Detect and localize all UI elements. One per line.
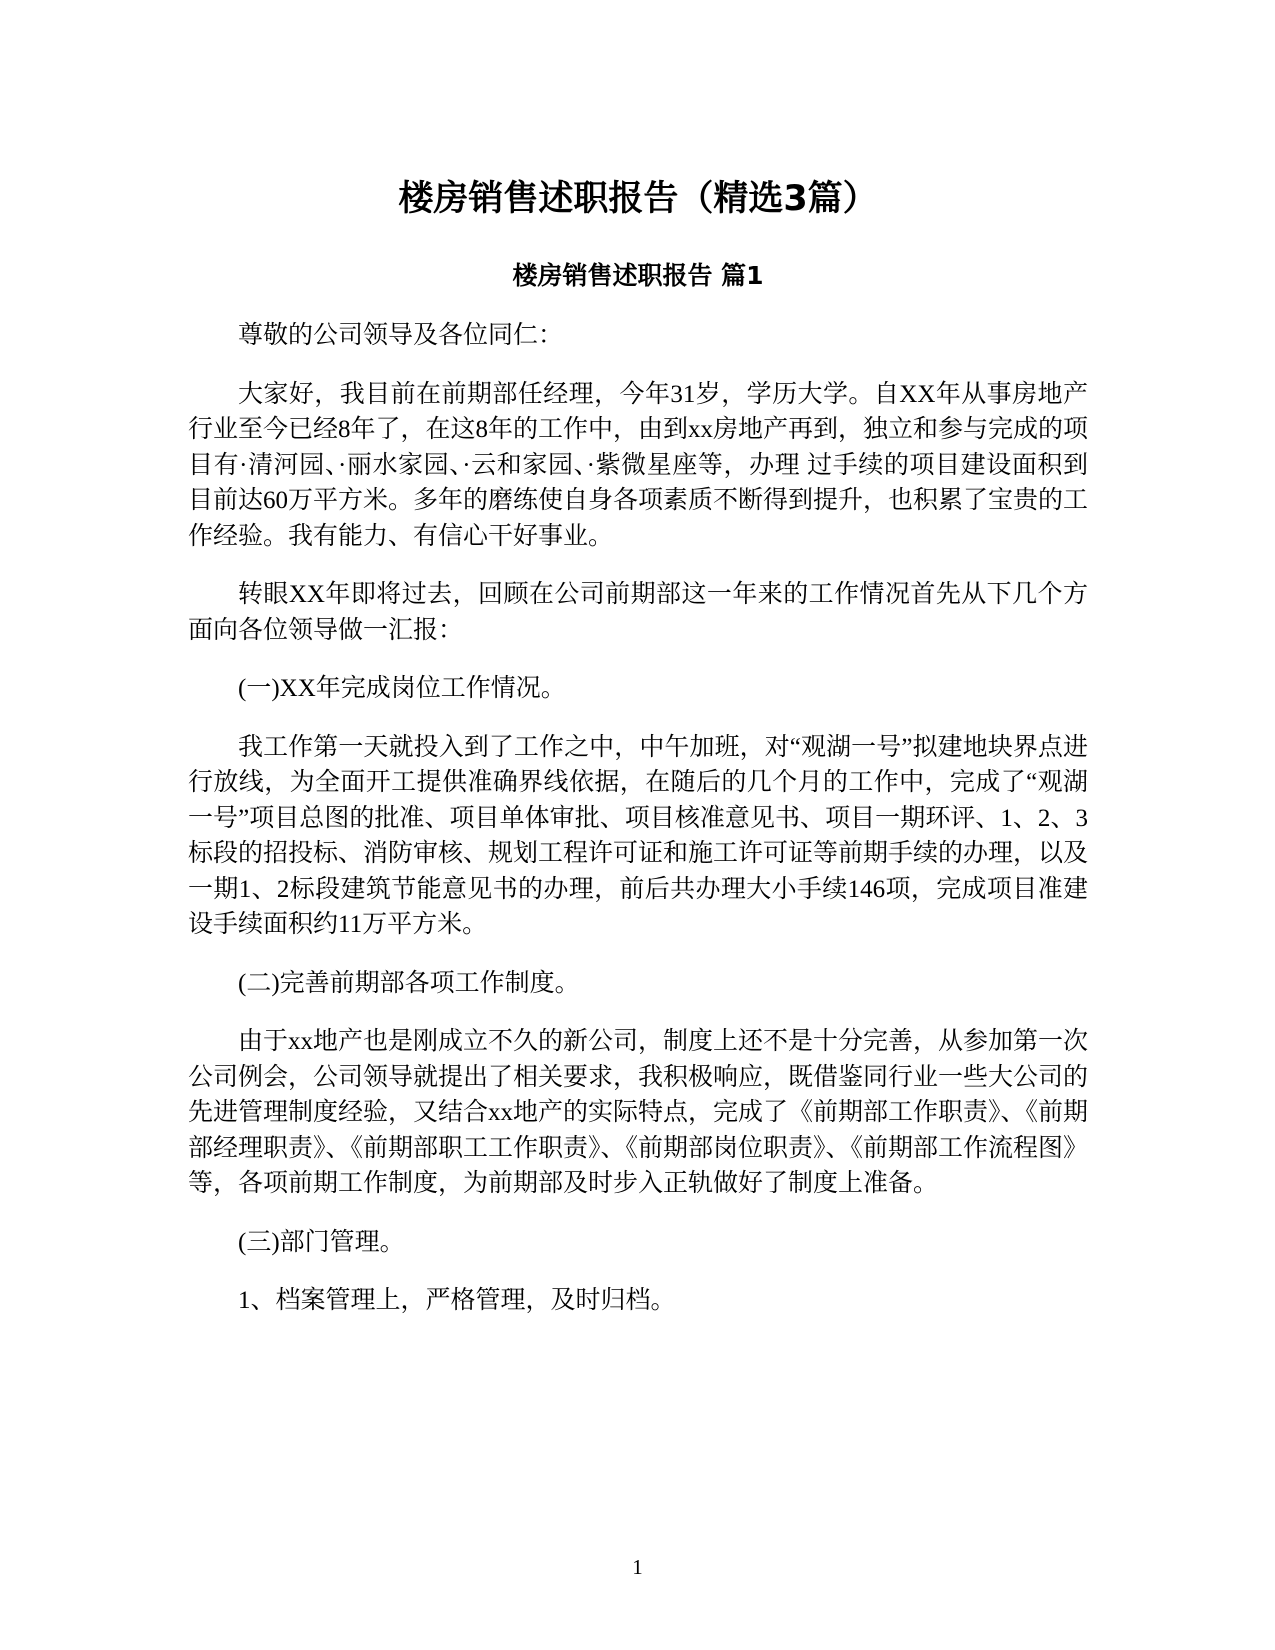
paragraph-introduction: 大家好，我目前在前期部任经理，今年31岁，学历大学。自XX年从事房地产行业至今已经8年了，在这8年的工作中，由到xx房地产再到，独立和参与完成的项目有·清河园、·丽水家园、·云和家园、·紫微星座等，办理 过手续的项目建设面积到目前达60万平方米。多年的磨练使自身各项素质不断得到提升，也积累了宝贵的工作经验。我有能力、有信心干好事业。 bbox=[188, 380, 1089, 550]
paragraph-heading-2: (二)完善前期部各项工作制度。 bbox=[238, 969, 580, 997]
paragraph-salutation: 尊敬的公司领导及各位同仁： bbox=[238, 322, 564, 349]
paragraph-heading-1: (一)XX年完成岗位工作情况。 bbox=[238, 675, 566, 702]
paragraph-review: 转眼XX年即将过去，回顾在公司前期部这一年来的工作情况首先从下几个方面向各位领导做一汇报： bbox=[188, 581, 1088, 644]
paragraph-heading-3: (三)部门管理。 bbox=[238, 1228, 405, 1256]
paragraph-work-details: 我工作第一天就投入到了工作之中，中午加班，对“观湖一号”拟建地块界点进行放线，为全面开工提供准确界线依据，在随后的几个月的工作中，完成了“观湖一号”项目总图的批准、项目单体审批、项目核准意见书、项目一期环评、1、2、3标段的招投标、消防审核、规划工程许可证和施工许可证等前期手续的办理，以及一期1、2标段建筑节能意见书的办理，前后共办理大小手续146项，完成项目准建设手续面积约11万平方米。 bbox=[188, 733, 1089, 938]
document-body bbox=[188, 170, 1088, 1319]
page-number: 1 bbox=[632, 1555, 643, 1579]
paragraph-archive: 1、档案管理上，严格管理，及时归档。 bbox=[238, 1287, 676, 1314]
paragraph-systems: 由于xx地产也是刚成立不久的新公司，制度上还不是十分完善，从参加第一次公司例会，公司领导就提出了相关要求，我积极响应，既借鉴同行业一些大公司的先进管理制度经验，又结合xx地产的实际特点，完成了《前期部工作职责》、《前期部经理职责》、《前期部职工工作职责》、《前期部岗位职责》、《前期部工作流程图》等，各项前期工作制度，为前期部及时步入正轨做好了制度上准备。 bbox=[188, 1028, 1089, 1197]
document-title: 楼房销售述职报告（精选3篇） bbox=[398, 179, 878, 219]
section-heading: 楼房销售述职报告 篇1 bbox=[512, 261, 764, 290]
